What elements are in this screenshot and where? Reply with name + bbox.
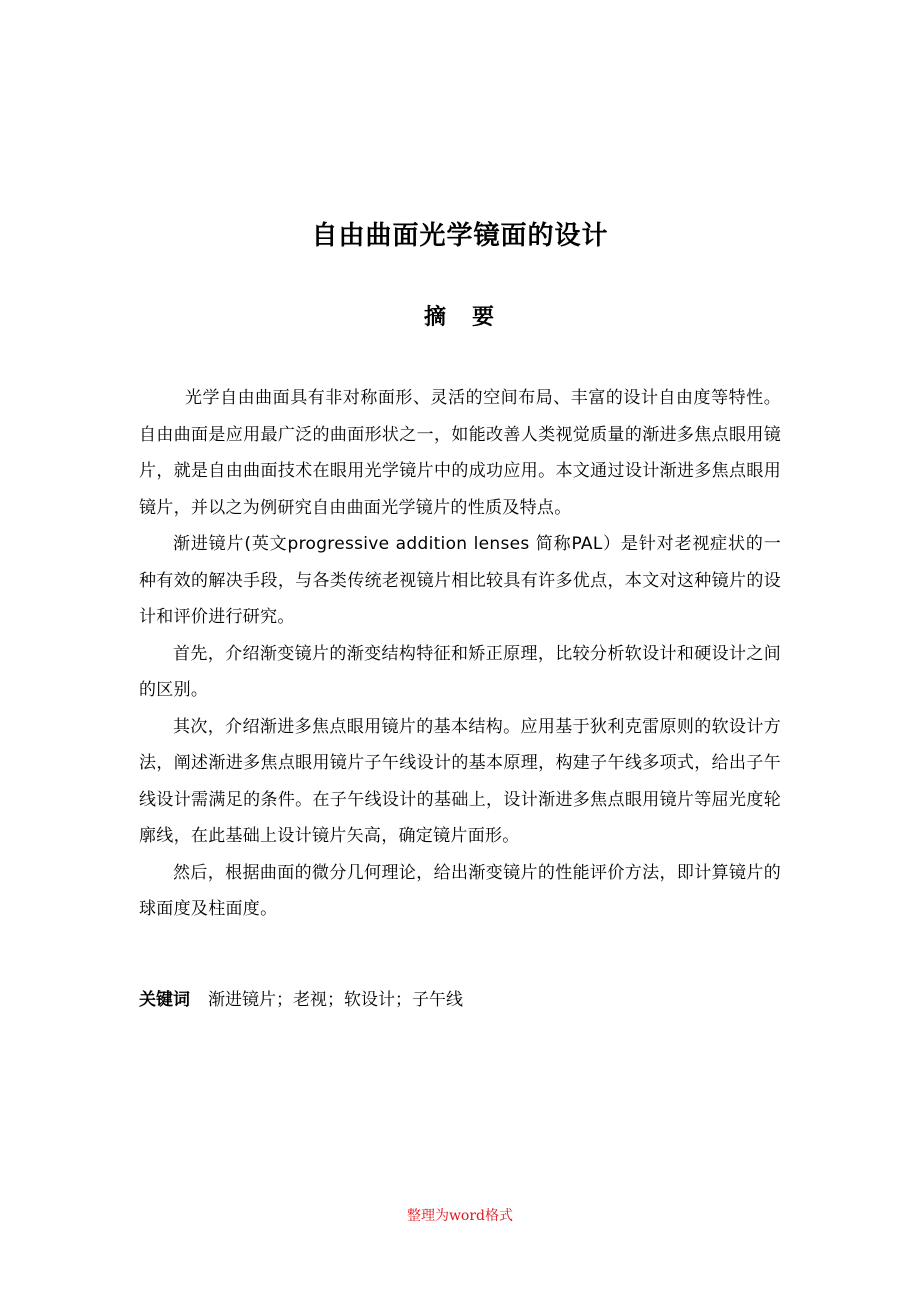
abstract-paragraph-5: 然后，根据曲面的微分几何理论，给出渐变镜片的性能评价方法，即计算镜片的球面度及柱面度。 <box>139 862 781 919</box>
keywords-label: 关键词 <box>139 990 190 1010</box>
abstract-paragraph-3: 首先，介绍渐变镜片的渐变结构特征和矫正原理，比较分析软设计和硬设计之间的区别。 <box>139 643 781 700</box>
abstract-paragraph-4: 其次，介绍渐进多焦点眼用镜片的基本结构。应用基于狄利克雷原则的软设计方法，阐述渐进多焦点眼用镜片子午线设计的基本原理，构建子午线多项式，给出子午线设计需满足的条件。在子午线设计的基础上，设计渐进多焦点眼用镜片等屈光度轮廓线，在此基础上设计镜片矢高，确定镜片面形。 <box>139 716 781 846</box>
keywords-value: 渐进镜片；老视；软设计；子午线 <box>208 990 463 1010</box>
abstract-heading <box>0 302 920 334</box>
document-title: 自由曲面光学镜面的设计 <box>311 221 609 251</box>
abstract-body <box>139 380 781 928</box>
abstract-paragraph-2: 渐进镜片(英文progressive addition lenses 简称PAL）是针对老视症状的一种有效的解决手段，与各类传统老视镜片相比较具有许多优点，本文对这种镜片的设计和评价进行研究。 <box>139 534 781 627</box>
abstract-paragraph-1: 光学自由曲面具有非对称面形、灵活的空间布局、丰富的设计自由度等特性。自由曲面是应用最广泛的曲面形状之一，如能改善人类视觉质量的渐进多焦点眼用镜片，就是自由曲面技术在眼用光学镜片中的成功应用。本文通过设计渐进多焦点眼用镜片，并以之为例研究自由曲面光学镜片的性质及特点。 <box>139 388 781 518</box>
abstract-heading-char-1: 摘 <box>423 305 448 330</box>
footer-note: 整理为word格式 <box>406 1208 514 1224</box>
keywords-line <box>139 984 781 1016</box>
abstract-heading-char-2: 要 <box>472 305 497 330</box>
